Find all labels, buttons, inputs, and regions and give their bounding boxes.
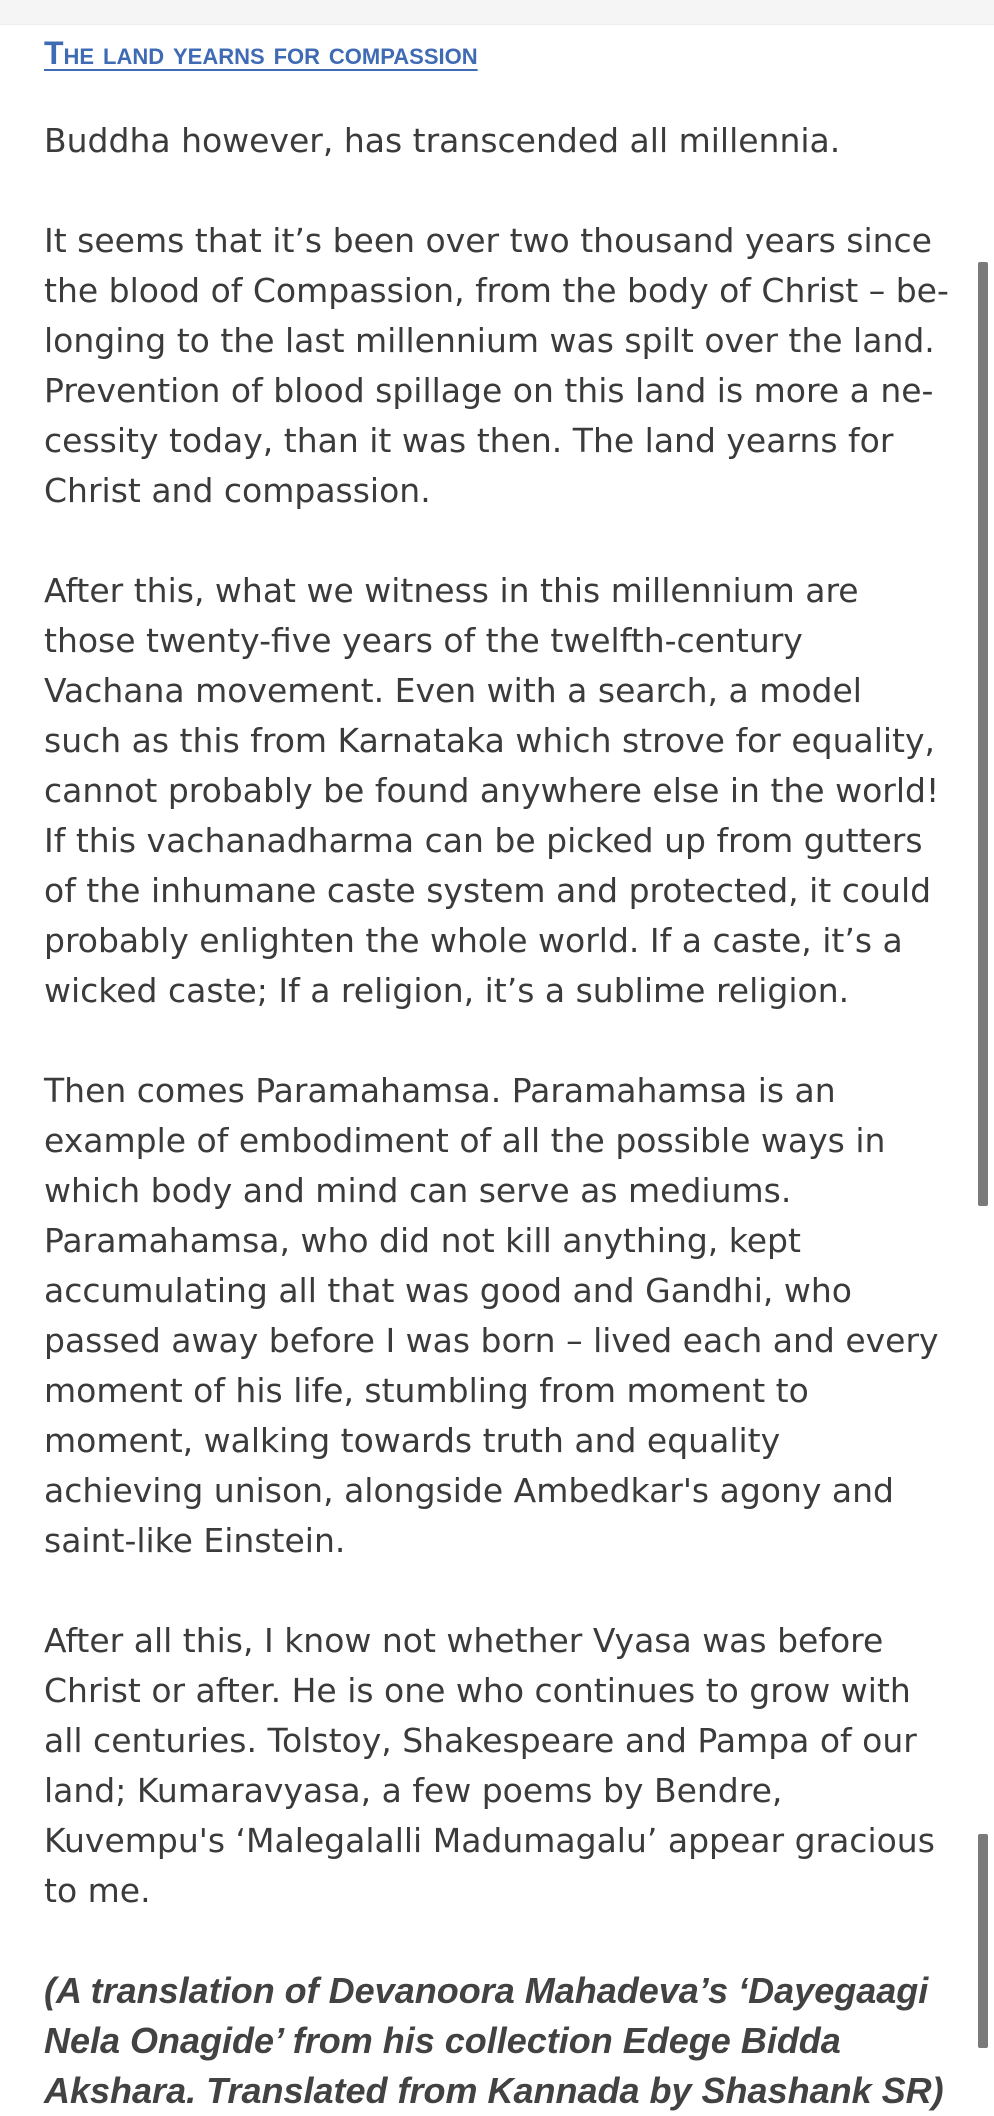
article-title-link[interactable]: The land yearns for compassion <box>44 35 478 71</box>
scrollbar-thumb[interactable] <box>978 262 988 1206</box>
paragraph-4: Then comes Paramahamsa. Paramahamsa is an example of embodiment of all the possible ways in which body and mind can serve as mediums. Paramahamsa, who did not kill anything, kept accumulating all that was good and Gandhi, who passed away before I was born – lived each and every moment of his life, stumbling from moment to moment, walking towards truth and equality achieving unison, alongside Ambedkar's agony and saint-like Einstein. <box>44 1071 939 1560</box>
scrollbar-thumb-lower[interactable] <box>978 1834 988 2048</box>
browser-top-bar <box>0 0 994 25</box>
translation-note: (A translation of Devanoora Mahadeva’s ‘Dayegaagi Nela Onagide’ from his collection Edege Bidda Akshara. Translated from Kannada by Shashank SR) <box>44 1970 944 2111</box>
paragraph-3: After this, what we witness in this millennium are those twenty-five years of the twelfth-century Vachana movement. Even with a search, a model such as this from Karnataka which strove for equality, cannot probably be found anywhere else in the world! If this vachanadharma can be picked up from gutters of the inhumane caste system and protected, it could probably enlighten the whole world. If a caste, it’s a wicked caste; If a religion, it’s a sublime religion. <box>44 571 940 1010</box>
paragraph-1: Buddha however, has transcended all millennia. <box>44 121 841 160</box>
paragraph-2: It seems that it’s been over two thousand years since the blood of Compassion, from the body of Christ – belonging to the last millennium was spilt over the land. Prevention of blood spillage on this land is more a necessity today, than it was then. The land yearns for Christ and compassion. <box>44 221 949 510</box>
paragraph-5: After all this, I know not whether Vyasa was before Christ or after. He is one who continues to grow with all centuries. Tolstoy, Shakespeare and Pampa of our land; Kumaravyasa, a few poems by Bendre, Kuvempu's ‘Malegalalli Madumagalu’ appear gracious to me. <box>44 1621 935 1910</box>
vertical-scrollbar[interactable] <box>978 24 988 2048</box>
article <box>44 30 949 2116</box>
